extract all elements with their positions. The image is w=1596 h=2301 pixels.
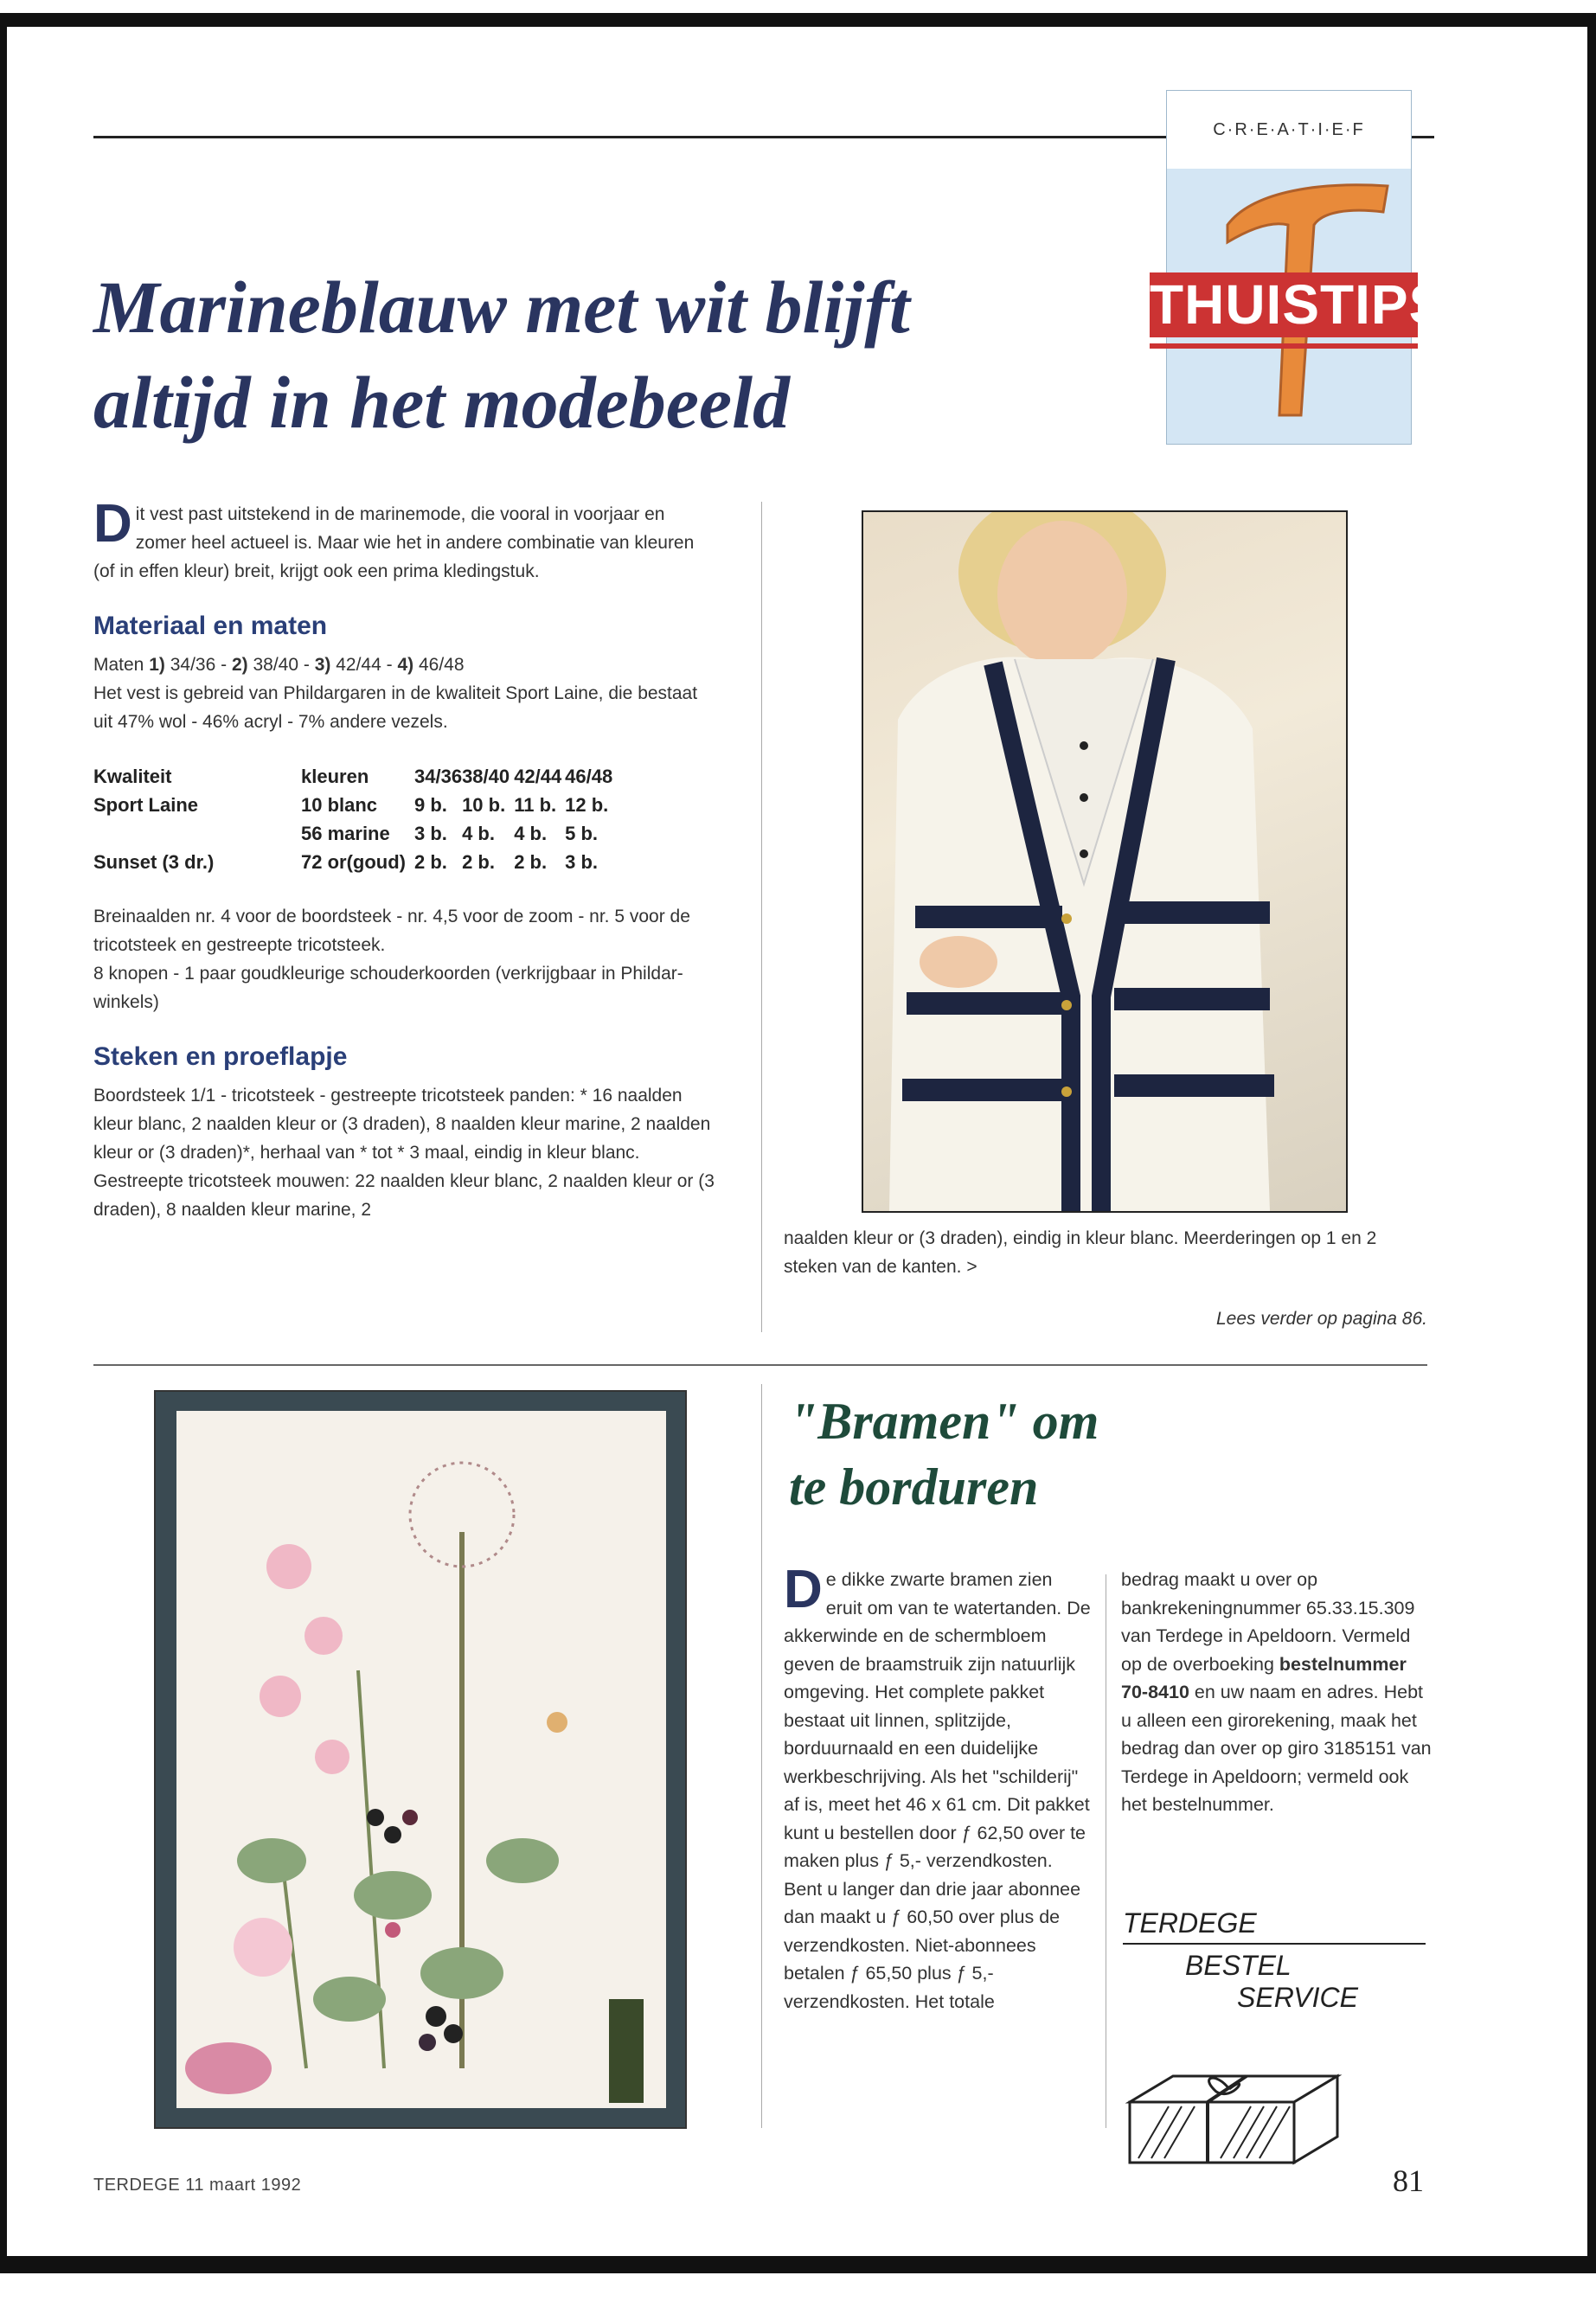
headline-line-1: Marineblauw met wit blijft (93, 266, 910, 349)
footer-publication: TERDEGE 11 maart 1992 (93, 2176, 302, 2195)
table-header-row (93, 762, 621, 791)
steken-text-1: Boordsteek 1/1 - tricotsteek - gestreepte tricotsteek panden: * 16 naalden kleur blanc, 2 naalden kleur or (3 draden), 8 naalden kleur marine, 2 naalden kleur or (3 draden)*, herhaal van * tot * 3 maal, eindig in kleur blanc. (93, 1086, 711, 1163)
logo-line-2: BESTEL (1185, 1950, 1292, 1981)
page-frame-left (0, 13, 7, 2273)
bramen-column-2 (1121, 1566, 1433, 1819)
top-rule (93, 136, 1166, 138)
table-cell: Sunset (3 dr.) (93, 851, 215, 873)
badge-underline (1150, 343, 1418, 349)
table-cell: 12 b. (565, 794, 609, 816)
maat-val: 38/40 - (247, 655, 315, 675)
table-cell: 11 b. (514, 794, 557, 816)
naalden-text-2: 8 knopen - 1 paar goudkleurige schouderkoorden (verkrijgbaar in Phildar-winkels) (93, 964, 683, 1012)
maat-num: 3) (314, 655, 331, 675)
maat-val: 42/44 - (330, 655, 398, 675)
bramen-col2-text-a: bedrag maakt u over op bankrekeningnummer 65.33.15.309 van Terdege in Apeldoorn. Vermeld op de overboeking (1121, 1569, 1415, 1675)
table-cell: 34/36 (414, 766, 463, 787)
thuistips-badge (1150, 90, 1447, 445)
bramen-column-1 (784, 1560, 1091, 2016)
article-headline (93, 260, 1131, 450)
table-cell: 10 blanc (301, 794, 378, 816)
materials-table (93, 762, 621, 876)
article-left-column (93, 494, 716, 1224)
continued-link[interactable]: Lees verder op pagina 86. (1215, 1309, 1427, 1329)
materiaal-heading: Materiaal en maten (93, 612, 328, 640)
table-cell: 10 b. (462, 794, 506, 816)
naalden-text-1: Breinaalden nr. 4 voor de boordsteek - nr. 4,5 voor de zoom - nr. 5 voor de tricotsteek en gestreepte tricotsteek. (93, 907, 690, 955)
table-cell: 3 b. (565, 851, 599, 873)
table-cell: 72 or(goud) (301, 851, 406, 873)
section-divider (93, 1364, 1427, 1366)
table-row (93, 848, 621, 876)
table-row (93, 819, 621, 848)
page-frame-right (1587, 13, 1596, 2273)
badge-word: THUISTIPS (1150, 273, 1447, 336)
table-cell (93, 819, 301, 848)
badge-top-text: C·R·E·A·T·I·E·F (1167, 91, 1411, 169)
cardigan-illustration (863, 512, 1346, 1211)
bramen-col1-text: e dikke zwarte bramen zien eruit om van te watertanden. De akkerwinde en de schermbloem geven de braamstruik zijn natuurlijk omgeving. Het complete pakket bestaat uit linnen, splitzijde, borduurnaald en een duidelijke werkbeschrijving. Als het "schilderij" af is, meet het 46 x 61 cm. Dit pakket kunt u bestellen door ƒ 62,50 over te maken plus ƒ 5,- verzendkosten. Bent u langer dan drie jaar abonnee dan maakt u ƒ 60,50 over plus de verzendkosten. Niet-abonnees betalen ƒ 65,50 plus ƒ 5,- verzendkosten. Het totale (784, 1569, 1091, 2012)
table-cell: 42/44 (514, 766, 562, 787)
intro-dropcap: D (93, 494, 132, 554)
maat-num: 1) (149, 655, 165, 675)
order-number: bestelnummer 70-8410 (1121, 1653, 1407, 1702)
table-cell: 3 b. (414, 823, 447, 844)
table-cell: 5 b. (565, 823, 599, 844)
steken-heading: Steken en proeflapje (93, 1042, 348, 1071)
page-number: 81 (1393, 2163, 1424, 2198)
bramen-title-line-2: te borduren (789, 1458, 1039, 1516)
bramen-title-line-1: "Bramen" om (789, 1393, 1099, 1450)
intro-paragraph (93, 494, 716, 586)
bramen-title (789, 1388, 1394, 1520)
table-cell: Kwaliteit (93, 766, 172, 787)
maten-label: Maten (93, 655, 150, 675)
embroidery-photo (154, 1390, 687, 2129)
logo-line-1: TERDEGE (1123, 1907, 1426, 1945)
maat-num: 2) (231, 655, 248, 675)
logo-line-3: SERVICE (1237, 1982, 1358, 2013)
table-cell: Sport Laine (93, 794, 199, 816)
maat-val: 46/48 (413, 655, 465, 675)
bramen-dropcap: D (784, 1560, 823, 1619)
top-rule-right (1408, 136, 1434, 138)
embroidery-canvas (176, 1411, 666, 2108)
bramen-col2-text-b: en uw naam en adres. Hebt u alleen een girorekening, maak het bedrag dan over op giro 3185151 van Terdege in Apeldoorn; vermeld ook het bestelnummer. (1121, 1682, 1432, 1815)
column-divider (761, 502, 762, 1332)
table-row (93, 791, 621, 819)
table-cell: 2 b. (414, 851, 447, 873)
headline-line-2: altijd in het modebeeld (93, 361, 790, 444)
table-cell: 56 marine (301, 823, 390, 844)
intro-text: it vest past uitstekend in de marinemode, die vooral in voorjaar en zomer heel actueel is. Maar wie het in andere combinatie van kleuren (of in effen kleur) breit, krijgt ook een prima kledingstuk. (93, 504, 695, 581)
cardigan-photo (862, 510, 1348, 1213)
table-cell: 2 b. (514, 851, 548, 873)
table-cell: 38/40 (462, 766, 510, 787)
blackberry-illustration (176, 1411, 666, 2108)
gift-package-icon (1121, 2067, 1346, 2171)
table-cell: 9 b. (414, 794, 447, 816)
steken-text-2: Gestreepte tricotsteek mouwen: 22 naalden kleur blanc, 2 naalden kleur or (3 draden), 8 naalden kleur marine, 2 (93, 1171, 715, 1220)
materiaal-text: Het vest is gebreid van Phildargaren in de kwaliteit Sport Laine, die bestaat uit 47% wol - 46% acryl - 7% andere vezels. (93, 683, 698, 732)
table-cell: kleuren (301, 766, 369, 787)
table-cell: 46/48 (565, 766, 613, 787)
table-cell: 4 b. (462, 823, 495, 844)
right-column-text: naalden kleur or (3 draden), eindig in kleur blanc. Meerderingen op 1 en 2 steken van de kanten. > (784, 1228, 1377, 1277)
table-cell: 2 b. (462, 851, 495, 873)
maat-val: 34/36 - (164, 655, 232, 675)
maten-line (93, 651, 716, 679)
maat-num: 4) (397, 655, 414, 675)
terdege-bestel-service-logo (1123, 1907, 1427, 2014)
table-cell: 4 b. (514, 823, 548, 844)
page-frame-bottom (0, 2256, 1596, 2273)
page-frame-top (0, 13, 1596, 27)
column-divider (761, 1384, 762, 2128)
